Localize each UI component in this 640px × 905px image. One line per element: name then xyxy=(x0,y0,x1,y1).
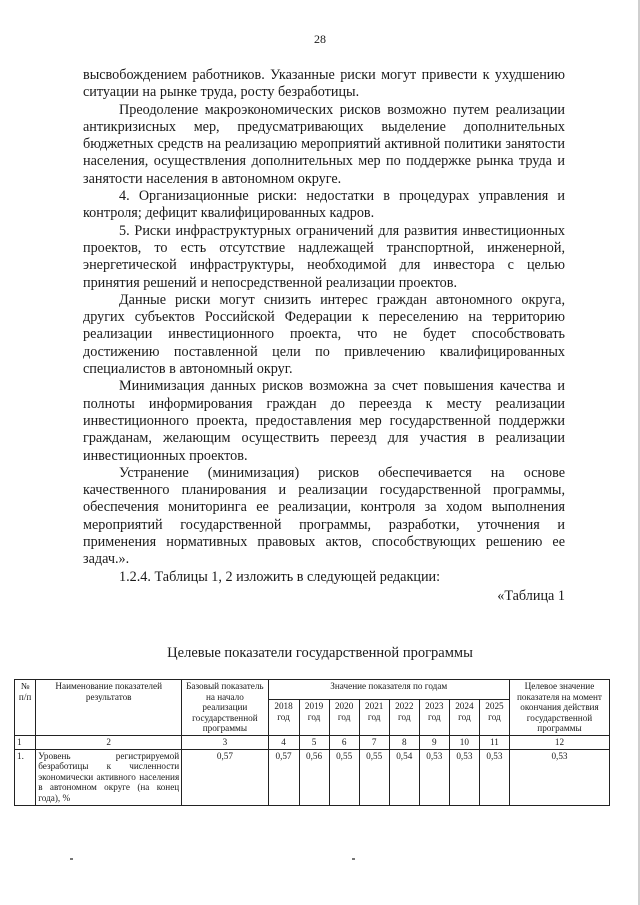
table-title: Целевые показатели государственной программы xyxy=(167,645,473,661)
row-year-value: 0,55 xyxy=(359,749,389,805)
table-header-row xyxy=(15,680,610,700)
row-year-value: 0,54 xyxy=(389,749,419,805)
row-year-value: 0,57 xyxy=(268,749,299,805)
header-year: 2021 год xyxy=(359,700,389,736)
header-year: 2022 год xyxy=(389,700,419,736)
scan-speck xyxy=(352,858,355,860)
page-number: 28 xyxy=(314,32,326,46)
paragraph: 5. Риски инфраструктурных ограничений для развития инвестиционных проектов, то есть отсутствие надлежащей транспортной, инженерной, энергетической инфраструктуры, необходимой для инвестора с целью принятия решений и непосредственной реализации проектов. xyxy=(83,222,565,291)
paragraph: 4. Организационные риски: недостатки в процедурах управления и контроля; дефицит квалифицированных кадров. xyxy=(83,188,565,222)
header-year: 2025 год xyxy=(479,700,509,736)
row-base-value: 0,57 xyxy=(182,749,268,805)
row-year-value: 0,55 xyxy=(329,749,359,805)
scan-speck xyxy=(70,858,73,860)
header-year: 2023 год xyxy=(419,700,449,736)
header-target: Целевое значение показателя на момент окончания действия государственной программы xyxy=(509,680,609,736)
header-name: Наименование показателей результатов xyxy=(36,680,182,736)
paragraph: 1.2.4. Таблицы 1, 2 изложить в следующей редакции: xyxy=(119,568,441,585)
row-year-value: 0,53 xyxy=(419,749,449,805)
row-num: 1. xyxy=(15,749,36,805)
paragraph: высвобождением работников. Указанные риски могут привести к ухудшению ситуации на рынке труда, росту безработицы. xyxy=(83,67,565,101)
header-year: 2024 год xyxy=(449,700,479,736)
table-column-numbers-row xyxy=(15,735,610,749)
row-year-value: 0,53 xyxy=(479,749,509,805)
column-number: 11 xyxy=(479,735,509,749)
header-base: Базовый показатель на начало реализации государственной программы xyxy=(182,680,268,736)
column-number: 6 xyxy=(329,735,359,749)
paragraph: Минимизация данных рисков возможна за счет повышения качества и полноты информирования граждан до переезда к месту реализации инвестиционного проекта, предоставления мер государственной поддержки гражданам, желающим осуществить переезд для участия в реализации инвестиционных проектов. xyxy=(83,378,565,464)
column-number: 4 xyxy=(268,735,299,749)
paragraph: Устранение (минимизация) рисков обеспечивается на основе качественного планирования и реализации государственной программы, обеспечения мониторинга ее реализации, контроля за ходом выполнения мероприятий государственной программы, разработки, уточнения и применения нормативных правовых актов, способствующих решению ее задач.». xyxy=(83,464,565,568)
column-number: 12 xyxy=(509,735,609,749)
row-year-value: 0,56 xyxy=(299,749,329,805)
header-year: 2018 год xyxy=(268,700,299,736)
table-label: «Таблица 1 xyxy=(497,587,565,604)
column-number: 5 xyxy=(299,735,329,749)
column-number: 2 xyxy=(36,735,182,749)
document-body xyxy=(83,67,565,605)
column-number: 3 xyxy=(182,735,268,749)
paragraph: Преодоление макроэкономических рисков возможно путем реализации антикризисных мер, предусматривающих выделение дополнительных бюджетных средств на реализацию мероприятий активной политики занятости населения, осуществления дополнительных мер по поддержке рынка труда и занятости населения в автономном округе. xyxy=(83,101,565,187)
paragraph: Данные риски могут снизить интерес граждан автономного округа, других субъектов Российской Федерации к переселению на территорию реализации инвестиционного проекта, что не будет способствовать достижению поставленной цели по привлечению квалифицированных специалистов в автономный округ. xyxy=(83,291,565,378)
row-target-value: 0,53 xyxy=(509,749,609,805)
header-num: № п/п xyxy=(15,680,36,736)
table-row xyxy=(15,749,610,805)
row-year-value: 0,53 xyxy=(449,749,479,805)
header-years-group: Значение показателя по годам xyxy=(268,680,509,700)
indicators-table xyxy=(14,679,610,806)
header-year: 2019 год xyxy=(299,700,329,736)
column-number: 7 xyxy=(359,735,389,749)
column-number: 1 xyxy=(15,735,36,749)
header-year: 2020 год xyxy=(329,700,359,736)
column-number: 10 xyxy=(449,735,479,749)
column-number: 9 xyxy=(419,735,449,749)
column-number: 8 xyxy=(389,735,419,749)
row-indicator-name: Уровень регистрируемой безработицы к численности экономически активного населения в автономном округе (на конец года), % xyxy=(36,749,182,805)
